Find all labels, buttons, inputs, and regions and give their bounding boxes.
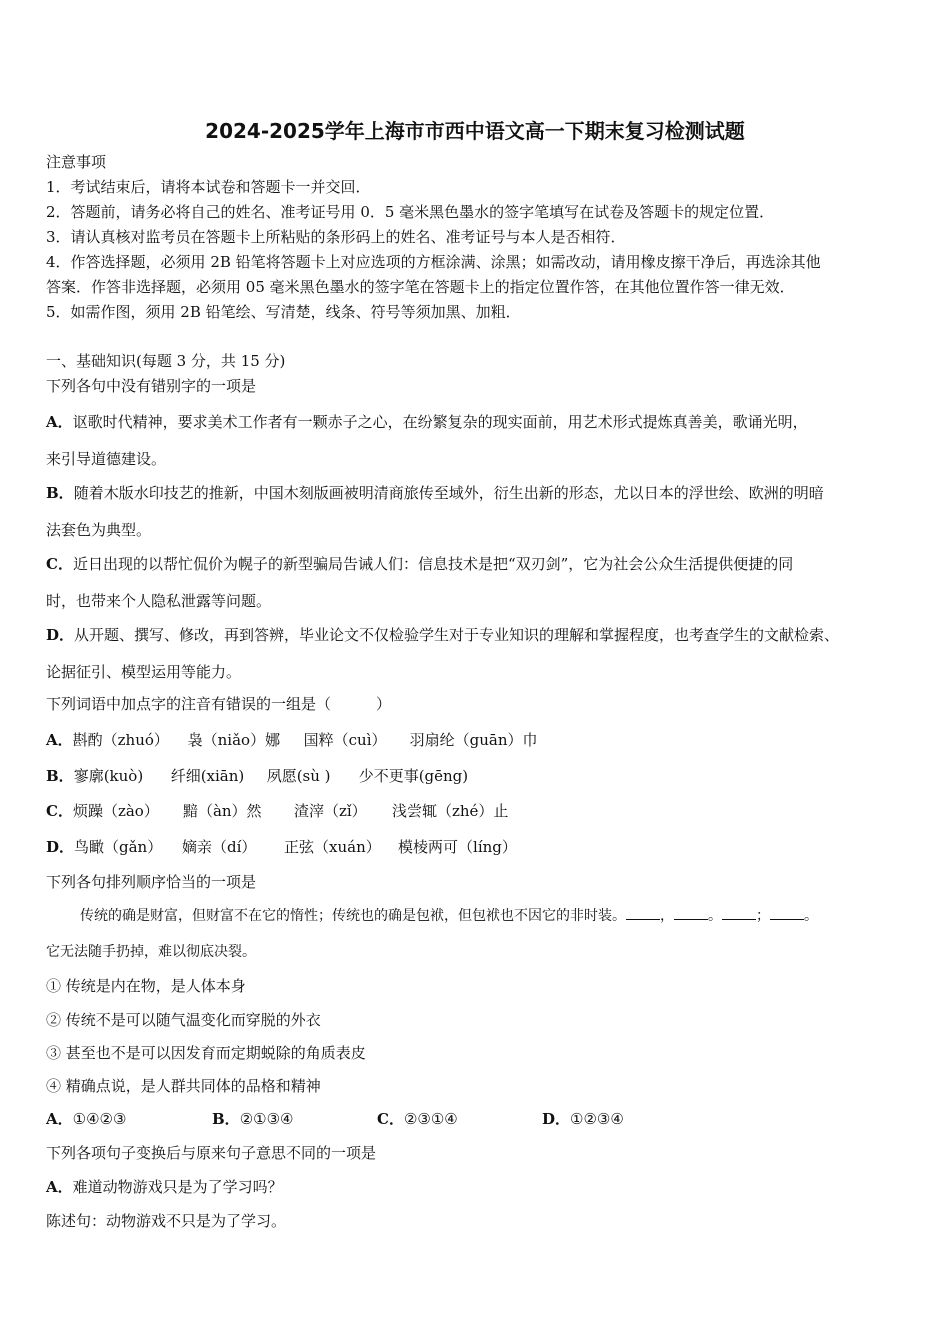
option-text: ①④②③: [72, 1110, 127, 1128]
option-text: 难道动物游戏只是为了学习吗？: [72, 1178, 283, 1196]
q3-option-b: [212, 1109, 293, 1129]
q4-option-a-cont: 陈述句：动物游戏不只是为了学习。: [46, 1212, 287, 1230]
word-item: 嫡亲（dí）: [182, 838, 257, 856]
notice-item: 3．请认真核对监考员在答题卡上所粘贴的条形码上的姓名、准考证号与本人是否相符．: [46, 228, 626, 246]
passage-sep: ；: [756, 908, 770, 924]
word-item: 黯（àn）然: [182, 802, 262, 820]
question-stem: 下列各句中没有错别字的一项是: [46, 377, 257, 395]
option-text: 从开题、撰写、修改，再到答辨，毕业论文不仅检验学生对于专业知识的理解和掌握程度，也考查学生的文献检索、: [74, 626, 840, 644]
word-item: 袅（niǎo）娜: [187, 731, 281, 749]
q1-option-a: [46, 412, 808, 432]
word-item: 模棱两可（líng）: [398, 838, 517, 856]
passage-sep: 。: [708, 908, 722, 924]
word-item: 斟酌（zhuó）: [72, 731, 169, 749]
q1-option-c: [46, 554, 793, 574]
word-item: 渣滓（zǐ）: [293, 802, 367, 820]
q1-option-d-cont: 论据征引、模型运用等能力。: [46, 663, 242, 681]
q1-option-c-cont: 时，也带来个人隐私泄露等问题。: [46, 592, 272, 610]
q2-option-c: [46, 801, 508, 821]
word-item: 浅尝辄（zhé）止: [391, 802, 509, 820]
fill-blank: [770, 907, 804, 920]
option-text: 近日出现的以帮忙侃价为幌子的新型骗局告诫人们：信息技术是把“双刃剑”，它为社会公众生活提供便捷的同: [72, 555, 794, 573]
option-label: A．: [46, 1110, 73, 1128]
question-stem: 下列各句排列顺序恰当的一项是: [46, 873, 257, 891]
word-item: 纤细(xiān): [170, 767, 245, 785]
passage-sep: ，: [660, 908, 674, 924]
fill-blank: [722, 907, 756, 920]
q3-passage-end: 它无法随手扔掉，难以彻底决裂。: [46, 944, 256, 960]
q2-option-a: [46, 730, 538, 750]
section-heading: 一、基础知识(每题 3 分，共 15 分): [46, 352, 286, 370]
q1-option-d: [46, 625, 839, 645]
option-label: B．: [212, 1110, 240, 1128]
question-stem: 下列各项句子变换后与原来句子意思不同的一项是: [46, 1144, 377, 1162]
option-label: C．: [46, 802, 73, 820]
word-item: 夙愿(sù ): [266, 767, 331, 785]
word-item: 国粹（cuì）: [303, 731, 387, 749]
q3-option-a: [46, 1109, 126, 1129]
option-label: D．: [46, 838, 75, 856]
option-label: B．: [46, 484, 74, 502]
option-text: ②①③④: [239, 1110, 294, 1128]
word-item: 羽扇纶（guān）巾: [409, 731, 538, 749]
word-item: 烦躁（zào）: [72, 802, 159, 820]
notice-item: 1．考试结束后，请将本试卷和答题卡一并交回．: [46, 178, 371, 196]
q3-option-d: [542, 1109, 624, 1129]
notice-item: 5．如需作图，须用 2B 铅笔绘、写清楚，线条、符号等须加黑、加粗．: [46, 303, 521, 321]
page-title: 2024-2025学年上海市市西中语文高一下期末复习检测试题: [205, 119, 745, 143]
q1-option-a-cont: 来引导道德建设。: [46, 450, 167, 468]
q2-option-d: [46, 837, 517, 857]
option-text: ①②③④: [570, 1110, 624, 1128]
option-label: A．: [46, 731, 73, 749]
q3-item: ① 传统是内在物，是人体本身: [46, 977, 246, 995]
option-label: C．: [46, 555, 73, 573]
q4-option-a: [46, 1177, 283, 1197]
word-item: 鸟瞰（gǎn）: [74, 838, 163, 856]
q1-option-b: [46, 483, 824, 503]
option-label: D．: [46, 626, 75, 644]
fill-blank: [626, 907, 660, 920]
fill-blank: [674, 907, 708, 920]
option-label: D．: [542, 1110, 571, 1128]
option-label: B．: [46, 767, 74, 785]
q3-passage: [80, 906, 818, 926]
question-stem: 下列词语中加点字的注音有错误的一组是（ ）: [46, 695, 392, 713]
notice-item: 4．作答选择题，必须用 2B 铅笔将答题卡上对应选项的方框涂满、涂黑；如需改动，请用橡皮擦干净后，再选涂其他: [46, 253, 821, 271]
word-item: 正弦（xuán）: [284, 838, 381, 856]
option-label: A．: [46, 1178, 73, 1196]
passage-text: 传统的确是财富，但财富不在它的惰性；传统也的确是包袱，但包袱也不因它的非时装。: [80, 908, 626, 924]
option-label: C．: [377, 1110, 404, 1128]
word-item: 寥廓(kuò): [73, 767, 144, 785]
notice-item: 答案．作答非选择题，必须用 05 毫米黑色墨水的签字笔在答题卡上的指定位置作答，在其他位置作答一律无效．: [46, 278, 795, 296]
option-text: ②③①④: [403, 1110, 458, 1128]
q3-item: ③ 甚至也不是可以因发育而定期蜕除的角质表皮: [46, 1044, 366, 1062]
option-label: A．: [46, 413, 73, 431]
notice-item: 2．答题前，请务必将自己的姓名、准考证号用 0．5 毫米黑色墨水的签字笔填写在试卷及答题卡的规定位置．: [46, 203, 775, 221]
q3-item: ② 传统不是可以随气温变化而穿脱的外衣: [46, 1011, 321, 1029]
notice-heading: 注意事项: [46, 153, 107, 171]
q1-option-b-cont: 法套色为典型。: [46, 521, 152, 539]
word-item: 少不更事(gēng): [358, 767, 469, 785]
q3-item: ④ 精确点说，是人群共同体的品格和精神: [46, 1077, 321, 1095]
option-text: 讴歌时代精神，要求美术工作者有一颗赤子之心，在纷繁复杂的现实面前，用艺术形式提炼真善美，歌诵光明，: [72, 413, 808, 431]
passage-sep: 。: [804, 908, 818, 924]
q2-option-b: [46, 766, 468, 786]
q3-option-c: [377, 1109, 458, 1129]
option-text: 随着木版水印技艺的推新，中国木刻版画被明清商旅传至域外，衍生出新的形态，尤以日本的浮世绘、欧洲的明暗: [73, 484, 824, 502]
